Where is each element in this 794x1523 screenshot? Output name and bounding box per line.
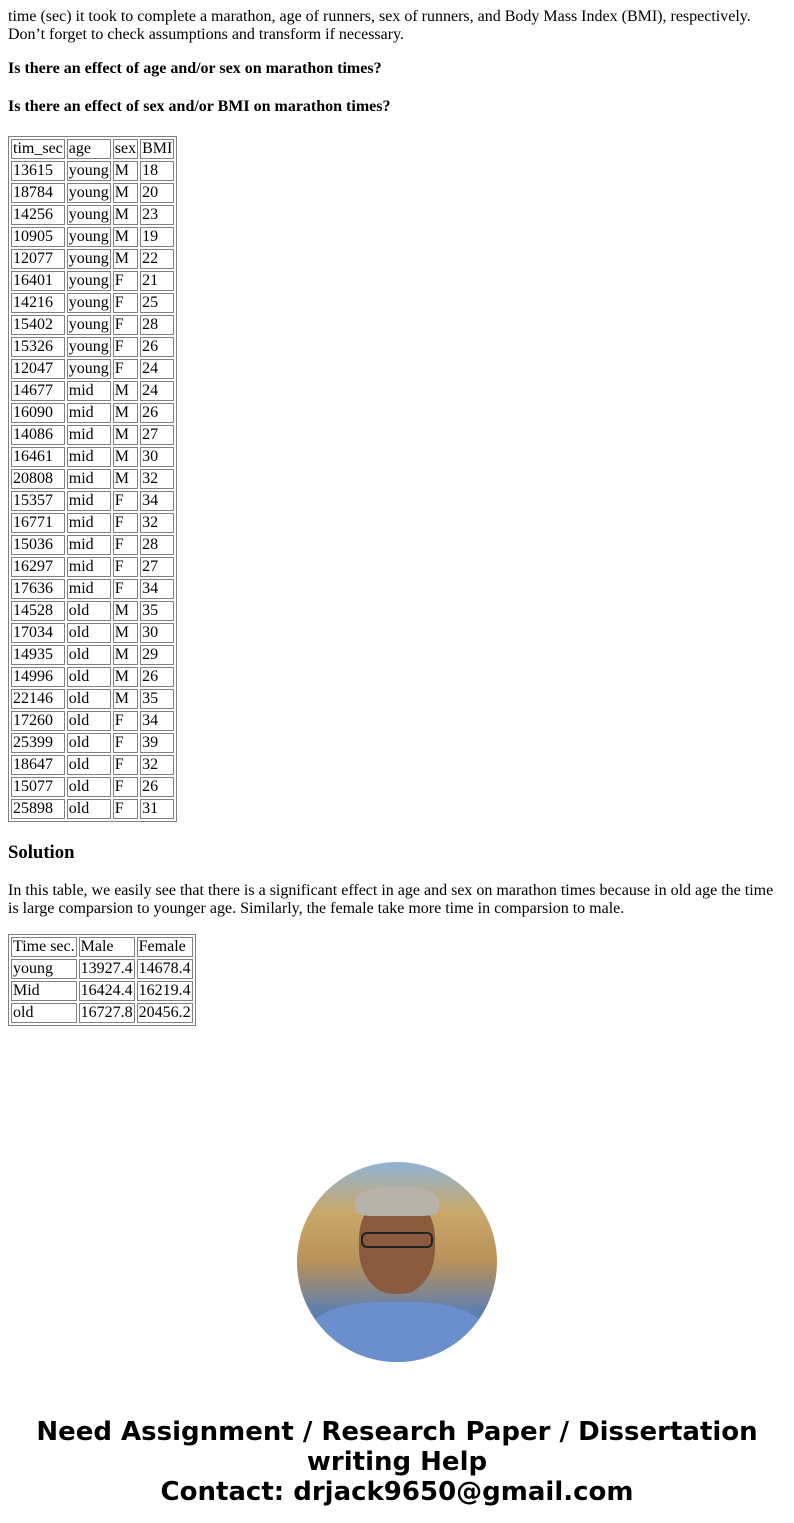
table-cell: 10905 xyxy=(11,227,65,247)
table-cell: F xyxy=(113,271,138,291)
column-header: Male xyxy=(79,937,135,957)
question-1: Is there an effect of age and/or sex on marathon times? xyxy=(8,60,382,77)
summary-table xyxy=(8,934,196,1026)
table-cell: 20 xyxy=(140,183,174,203)
table-cell: 17034 xyxy=(11,623,65,643)
table-cell: mid xyxy=(67,425,111,445)
photo-container xyxy=(8,1162,786,1367)
table-cell: old xyxy=(67,601,111,621)
table-cell: mid xyxy=(67,579,111,599)
table-cell: 19 xyxy=(140,227,174,247)
table-cell: 16461 xyxy=(11,447,65,467)
table-cell: M xyxy=(113,645,138,665)
table-cell: 29 xyxy=(140,645,174,665)
table-cell: M xyxy=(113,601,138,621)
table-cell: old xyxy=(11,1003,77,1023)
table-cell: old xyxy=(67,733,111,753)
table-cell: mid xyxy=(67,513,111,533)
table-cell: 14935 xyxy=(11,645,65,665)
table-cell: mid xyxy=(67,403,111,423)
table-row xyxy=(11,557,174,577)
table-cell: 23 xyxy=(140,205,174,225)
table-cell: old xyxy=(67,755,111,775)
table-cell: 25 xyxy=(140,293,174,313)
table-cell: 22146 xyxy=(11,689,65,709)
table-cell: 39 xyxy=(140,733,174,753)
solution-text: In this table, we easily see that there is a significant effect in age and sex on marathon times because in old age the time is large comparsion to younger age. Similarly, the female take more time in comparsion to male. xyxy=(8,882,774,917)
table-cell: young xyxy=(68,184,109,201)
table-cell: 27 xyxy=(140,425,174,445)
table-cell: 28 xyxy=(140,535,174,555)
footer-help-text: Need Assignment / Research Paper / Dissertation writing Help xyxy=(36,1417,758,1477)
column-header: Female xyxy=(137,937,193,957)
table-cell: F xyxy=(113,359,138,379)
table-cell: 16090 xyxy=(11,403,65,423)
table-cell: 34 xyxy=(140,579,174,599)
table-row xyxy=(11,513,174,533)
table-cell: mid xyxy=(67,491,111,511)
table-cell: M xyxy=(113,227,138,247)
table-row xyxy=(11,601,174,621)
table-cell: mid xyxy=(67,557,111,577)
table-row xyxy=(11,535,174,555)
table-cell: 35 xyxy=(140,601,174,621)
table-cell: 26 xyxy=(140,777,174,797)
table-cell: F xyxy=(113,777,138,797)
table-row xyxy=(11,981,193,1001)
table-cell: mid xyxy=(67,447,111,467)
table-cell: 17636 xyxy=(11,579,65,599)
table-row xyxy=(11,359,174,379)
table-cell: 22 xyxy=(140,249,174,269)
table-cell: 14677 xyxy=(11,381,65,401)
table-cell: 15402 xyxy=(11,315,65,335)
table-cell: 18 xyxy=(140,161,174,181)
table-cell: 32 xyxy=(140,755,174,775)
table-cell: F xyxy=(113,513,138,533)
table-cell: mid xyxy=(67,469,111,489)
table-cell: F xyxy=(113,491,138,511)
photo-glasses xyxy=(361,1232,433,1248)
table-cell: 16727.8 xyxy=(80,1004,133,1021)
table-cell: young xyxy=(68,338,109,355)
table-cell: 12077 xyxy=(11,249,65,269)
table-cell: 21 xyxy=(140,271,174,291)
table-cell: 31 xyxy=(140,799,174,819)
table-cell: F xyxy=(113,733,138,753)
table-cell: 25399 xyxy=(11,733,65,753)
table-row xyxy=(11,337,174,357)
column-header: BMI xyxy=(142,140,173,157)
table-cell: 24 xyxy=(140,359,174,379)
marathon-data-table xyxy=(8,136,177,822)
table-cell: 20808 xyxy=(11,469,65,489)
table-cell: old xyxy=(67,711,111,731)
question-2: Is there an effect of sex and/or BMI on marathon times? xyxy=(8,98,391,115)
solution-heading: Solution xyxy=(8,842,75,863)
table-cell: 14678.4 xyxy=(138,960,191,977)
table-cell: 18647 xyxy=(11,755,65,775)
table-cell: young xyxy=(68,316,109,333)
table-row xyxy=(11,161,174,181)
table-cell: 34 xyxy=(140,711,174,731)
table-cell: 16401 xyxy=(11,271,65,291)
table-cell: 25898 xyxy=(11,799,65,819)
column-header: Time sec. xyxy=(13,938,75,955)
table-cell: M xyxy=(113,403,138,423)
table-cell: 14086 xyxy=(11,425,65,445)
table-cell: F xyxy=(113,535,138,555)
table-cell: M xyxy=(113,623,138,643)
table-cell: young xyxy=(68,206,109,223)
table-row xyxy=(11,381,174,401)
table-cell: 15326 xyxy=(11,337,65,357)
table-cell: M xyxy=(113,183,138,203)
table-cell: F xyxy=(113,293,138,313)
table-row xyxy=(11,491,174,511)
table-row xyxy=(11,579,174,599)
table-row xyxy=(11,799,174,819)
table-cell: 34 xyxy=(140,491,174,511)
table-row xyxy=(11,293,174,313)
footer-contact: Contact: drjack9650@gmail.com xyxy=(160,1477,634,1507)
table-cell: M xyxy=(113,161,138,181)
table-cell: Mid xyxy=(11,981,77,1001)
footer-ad xyxy=(8,1417,786,1507)
table-cell: F xyxy=(113,337,138,357)
table-cell: 16297 xyxy=(11,557,65,577)
header-row xyxy=(11,139,174,159)
table-cell: M xyxy=(113,381,138,401)
table-cell: 28 xyxy=(140,315,174,335)
table-cell: 18784 xyxy=(11,183,65,203)
table-row xyxy=(11,315,174,335)
table-cell: 24 xyxy=(140,381,174,401)
table-cell: young xyxy=(68,162,109,179)
table-cell: 26 xyxy=(140,403,174,423)
table-cell: 14996 xyxy=(11,667,65,687)
table-cell: old xyxy=(67,623,111,643)
table-cell: F xyxy=(113,557,138,577)
table-cell: 16424.4 xyxy=(80,982,133,999)
table-cell: 26 xyxy=(140,337,174,357)
table-cell: F xyxy=(113,579,138,599)
table-cell: young xyxy=(68,360,109,377)
table-cell: 17260 xyxy=(11,711,65,731)
table-row xyxy=(11,623,174,643)
table-cell: 26 xyxy=(140,667,174,687)
table-cell: 15077 xyxy=(11,777,65,797)
table-row xyxy=(11,403,174,423)
table-cell: M xyxy=(113,205,138,225)
table-cell: 15357 xyxy=(11,491,65,511)
table-row xyxy=(11,469,174,489)
table-row xyxy=(11,425,174,445)
table-cell: young xyxy=(68,272,109,289)
table-cell: M xyxy=(113,425,138,445)
table-row xyxy=(11,447,174,467)
table-cell: 30 xyxy=(140,447,174,467)
table-cell: 16771 xyxy=(11,513,65,533)
table-row xyxy=(11,755,174,775)
header-row xyxy=(11,937,193,957)
table-cell: 14256 xyxy=(11,205,65,225)
photo-shirt xyxy=(307,1302,487,1362)
table-cell: mid xyxy=(67,381,111,401)
table-cell: F xyxy=(113,315,138,335)
table-row xyxy=(11,205,174,225)
table-cell: 15036 xyxy=(11,535,65,555)
column-header: tim_sec xyxy=(13,140,63,157)
table-cell: mid xyxy=(67,535,111,555)
table-cell: M xyxy=(113,447,138,467)
table-row xyxy=(11,183,174,203)
table-cell: F xyxy=(113,711,138,731)
table-cell: 20456.2 xyxy=(138,1004,191,1021)
table-cell: old xyxy=(67,777,111,797)
intro-text: time (sec) it took to complete a marathon, age of runners, sex of runners, and Body Mass Index (BMI), respectively. Don’t forget to check assumptions and transform if necessary. xyxy=(8,8,751,43)
table-row xyxy=(11,711,174,731)
table-row xyxy=(11,227,174,247)
table-row xyxy=(11,689,174,709)
table-cell: 14216 xyxy=(11,293,65,313)
table-cell: M xyxy=(113,469,138,489)
table-row xyxy=(11,667,174,687)
table-row xyxy=(11,777,174,797)
table-cell: young xyxy=(68,250,109,267)
table-row xyxy=(11,959,193,979)
table-cell: 13927.4 xyxy=(80,960,133,977)
table-cell: F xyxy=(113,755,138,775)
table-cell: M xyxy=(113,689,138,709)
table-cell: 32 xyxy=(140,513,174,533)
table-row xyxy=(11,645,174,665)
table-cell: old xyxy=(67,645,111,665)
table-row xyxy=(11,249,174,269)
table-cell: F xyxy=(113,799,138,819)
table-row xyxy=(11,271,174,291)
table-cell: 27 xyxy=(140,557,174,577)
table-cell: 13615 xyxy=(11,161,65,181)
table-row xyxy=(11,733,174,753)
table-cell: young xyxy=(11,959,77,979)
photo-hair xyxy=(355,1186,439,1216)
table-cell: 16219.4 xyxy=(138,982,191,999)
table-cell: M xyxy=(113,667,138,687)
column-header: age xyxy=(67,139,111,159)
table-cell: 30 xyxy=(140,623,174,643)
table-cell: old xyxy=(67,667,111,687)
table-cell: young xyxy=(68,294,109,311)
table-cell: 32 xyxy=(140,469,174,489)
table-cell: old xyxy=(67,689,111,709)
table-cell: 12047 xyxy=(11,359,65,379)
table-cell: 14528 xyxy=(11,601,65,621)
table-row xyxy=(11,1003,193,1023)
author-photo xyxy=(297,1162,497,1362)
table-cell: young xyxy=(68,228,109,245)
column-header: sex xyxy=(114,140,137,157)
table-cell: M xyxy=(113,249,138,269)
table-cell: old xyxy=(67,799,111,819)
table-cell: 35 xyxy=(140,689,174,709)
